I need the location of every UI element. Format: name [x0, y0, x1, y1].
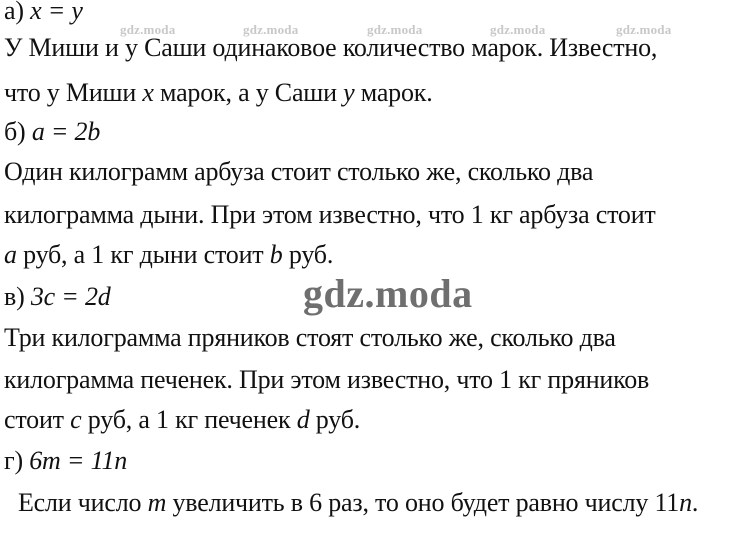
- item-b-text-line-3: a руб, а 1 кг дыни стоит b руб.: [4, 240, 334, 269]
- item-c-heading: [4, 282, 111, 312]
- item-b-text-line-1: Один килограмм арбуза стоит столько же, сколько два: [4, 157, 594, 186]
- item-a-equation: x = y: [30, 0, 83, 25]
- item-d-heading: [4, 446, 127, 476]
- item-a-heading: [4, 0, 83, 26]
- item-b-heading: [4, 117, 100, 147]
- item-a-text-line-1: У Миши и у Саши одинаковое количество марок. Известно,: [4, 33, 658, 62]
- item-d-equation: 6m = 11n: [29, 446, 128, 475]
- item-c-label: в): [4, 282, 25, 311]
- item-c-text-line-2: килограмма печенек. При этом известно, что 1 кг пряников: [4, 365, 650, 394]
- item-c-text-line-1: Три килограмма пряников стоят столько же, сколько два: [4, 323, 616, 352]
- watermark-small: gdz.moda: [616, 22, 672, 37]
- item-c-text-line-3: стоит c руб, а 1 кг печенек d руб.: [4, 405, 361, 434]
- item-a-label: а): [4, 0, 24, 25]
- item-a-text-line-2: что у Миши x марок, а у Саши y марок.: [4, 78, 433, 107]
- item-b-equation: a = 2b: [31, 117, 101, 146]
- item-b-text-line-2: килограмма дыни. При этом известно, что 1 кг арбуза стоит: [4, 200, 656, 229]
- watermark-small: gdz.moda: [243, 22, 299, 37]
- watermark-large: gdz.moda: [303, 271, 473, 316]
- item-d-text-line-1: Если число m увеличить в 6 раз, то оно будет равно числу 11n.: [18, 488, 699, 517]
- watermark-small: gdz.moda: [367, 22, 423, 37]
- item-b-label: б): [4, 117, 26, 146]
- item-c-equation: 3c = 2d: [30, 282, 111, 311]
- watermark-small: gdz.moda: [490, 22, 546, 37]
- watermark-small: gdz.moda: [120, 22, 176, 37]
- item-d-label: г): [4, 446, 23, 475]
